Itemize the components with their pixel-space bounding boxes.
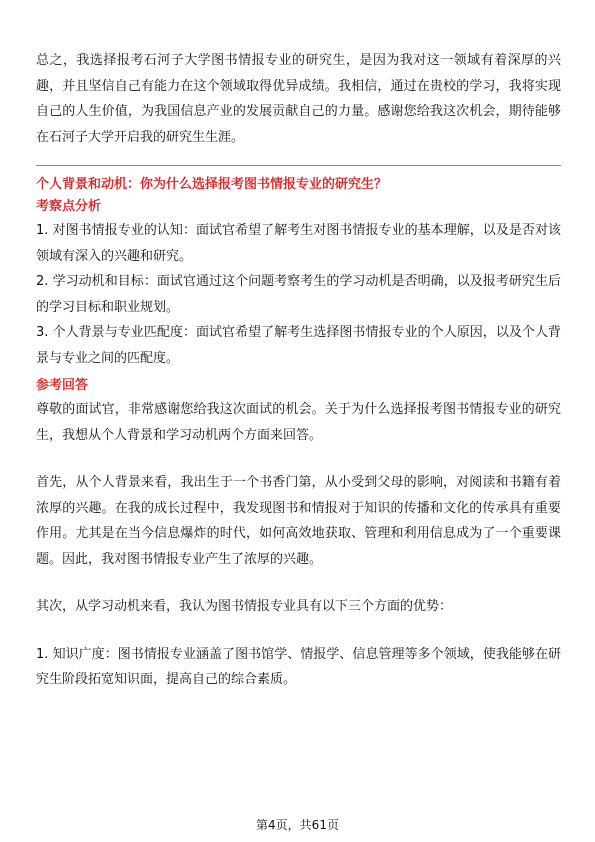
section-divider: [36, 165, 561, 166]
intro-paragraph: 总之，我选择报考石河子大学图书情报专业的研究生，是因为我对这一领域有着深厚的兴趣，并且坚信自己有能力在这个领域取得优异成绩。我相信，通过在贵校的学习，我将实现自己的人生价值，为我国信息产业的发展贡献自己的力量。感谢您给我这次机会，期待能够在石河子大学开启我的研究生生涯。: [36, 53, 561, 145]
answer-paragraph: 1. 知识广度：图书情报专业涵盖了图书馆学、情报学、信息管理等多个领域，使我能够在研究生阶段拓宽知识面，提高自己的综合素质。: [36, 646, 561, 687]
analysis-point: 3. 个人背景与专业匹配度：面试官希望了解考生选择图书情报专业的个人原因，以及个人背景与专业之间的匹配度。: [36, 325, 561, 366]
answer-body: [36, 397, 561, 693]
answer-paragraph: 尊敬的面试官，非常感谢您给我这次面试的机会。关于为什么选择报考图书情报专业的研究生，我想从个人背景和学习动机两个方面来回答。: [36, 402, 561, 443]
analysis-point: 2. 学习动机和目标：面试官通过这个问题考察考生的学习动机是否明确，以及报考研究生后的学习目标和职业规划。: [36, 274, 561, 315]
answer-paragraph: 其次，从学习动机来看，我认为图书情报专业具有以下三个方面的优势：: [36, 599, 453, 614]
page-number: 第4页，共61页: [256, 818, 339, 832]
question-section: [36, 174, 561, 693]
analysis-point: 1. 对图书情报专业的认知：面试官希望了解考生对图书情报专业的基本理解，以及是否对该领域有深入的兴趣和研究。: [36, 223, 561, 264]
intro-section: [36, 48, 561, 150]
analysis-heading: 考察点分析: [36, 199, 102, 214]
answer-paragraph: 首先，从个人背景来看，我出生于一个书香门第，从小受到父母的影响，对阅读和书籍有着浓厚的兴趣。在我的成长过程中，我发现图书和情报对于知识的传播和文化的传承具有重要作用。尤其是在当今信息爆炸的时代，如何高效地获取、管理和利用信息成为了一个重要课题。因此，我对图书情报专业产生了浓厚的兴趣。: [36, 475, 561, 567]
page-content: [36, 48, 561, 693]
answer-heading: 参考回答: [36, 378, 89, 393]
analysis-list: [36, 218, 561, 371]
question-title: 个人背景和动机：你为什么选择报考图书情报专业的研究生？: [36, 177, 388, 192]
